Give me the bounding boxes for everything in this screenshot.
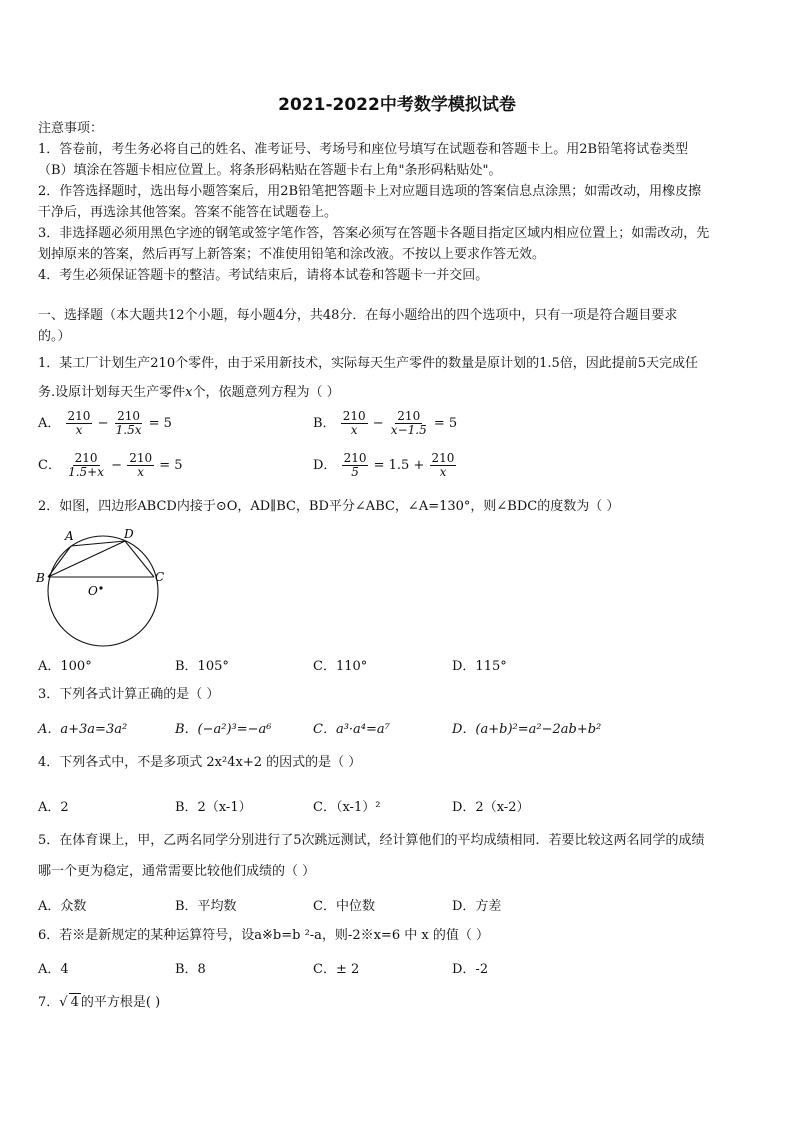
q1-text-end: 个，依题意列方程为（ ）: [192, 385, 340, 400]
q2-option-c[interactable]: C．110°: [313, 659, 368, 674]
question-5-stem-cont: 哪一个更为稳定，通常需要比较他们成绩的（ ）: [38, 864, 316, 879]
fraction: [66, 410, 93, 437]
numerator: 210: [67, 409, 91, 423]
notice-heading: 注意事项：: [38, 121, 104, 136]
notice-line: 干净后，再选涂其他答案。答案不能答在试题卷上。: [38, 205, 338, 220]
operator: −: [372, 416, 384, 431]
fraction: [127, 452, 154, 479]
fraction: [341, 410, 368, 437]
rhs: = 1.5 +: [373, 458, 425, 473]
q4-option-b[interactable]: B．2（x-1）: [175, 800, 252, 815]
denominator: x−1.5: [390, 423, 427, 437]
operator: −: [111, 458, 123, 473]
denominator: x: [75, 423, 83, 437]
circle-figure: [32, 525, 177, 655]
question-5-stem: 5．在体育课上，甲，乙两名同学分别进行了5次跳远测试，经计算他们的平均成绩相同．若要比较这两名同学的成绩: [38, 833, 705, 848]
label-a: A: [65, 529, 74, 543]
fraction: [430, 452, 457, 479]
rhs: = 5: [433, 416, 458, 431]
q1-option-b[interactable]: [313, 410, 457, 437]
notice-line: 1．答卷前，考生务必将自己的姓名、准考证号、考场号和座位号填写在试题卷和答题卡上。用2B铅笔将试卷类型: [38, 142, 689, 157]
numerator: 210: [343, 451, 367, 465]
q2-option-d[interactable]: D．115°: [452, 659, 507, 674]
notice-line: 4．考生必须保证答题卡的整洁。考试结束后，请将本试卷和答题卡一并交回。: [38, 268, 489, 283]
question-6-stem: 6．若※是新规定的某种运算符号，设a※b=b ²-a，则-2※x=6 中 x 的值（ ）: [38, 928, 489, 943]
option-letter: C．: [38, 458, 61, 473]
rhs: = 5: [148, 416, 172, 431]
q6-option-d[interactable]: D．-2: [452, 962, 489, 977]
q3-option-c[interactable]: C．a³·a⁴=a⁷: [313, 722, 390, 737]
option-letter: B．: [313, 416, 336, 431]
fraction: [114, 410, 144, 437]
q1-option-d[interactable]: [313, 452, 457, 479]
numerator: 210: [117, 409, 140, 423]
segment-bd: [48, 541, 125, 577]
q3-option-b[interactable]: B．(−a²)³=−a⁶: [175, 722, 272, 737]
q5-option-a[interactable]: A．众数: [38, 899, 87, 914]
label-o: O: [88, 584, 98, 598]
numerator: 210: [431, 451, 455, 465]
question-7-stem: 7．√ 4 的平方根是( ): [38, 995, 161, 1010]
segment-dc: [125, 541, 154, 577]
denominator: x: [137, 465, 145, 479]
q3-option-d[interactable]: D．(a+b)²=a²−2ab+b²: [452, 722, 602, 737]
label-d: D: [124, 527, 134, 541]
denominator: 1.5+x: [68, 465, 104, 479]
numerator: 210: [342, 409, 366, 423]
denominator: 1.5x: [115, 423, 142, 437]
q1-text: 务.设原计划每天生产零件: [38, 385, 186, 400]
q2-option-b[interactable]: B．105°: [175, 659, 229, 674]
page-title: 2021-2022中考数学模拟试卷: [278, 95, 516, 115]
section-heading: 一、选择题（本大题共12个小题，每小题4分，共48分．在每小题给出的四个选项中，只有一项是符合题目要求: [38, 308, 678, 323]
question-1-stem-cont: [38, 384, 340, 402]
fraction: [389, 410, 429, 437]
numerator: 210: [129, 451, 153, 465]
label-c: C: [155, 570, 165, 584]
q1-option-a[interactable]: [38, 410, 172, 437]
numerator: 210: [74, 451, 98, 465]
segment-ab: [48, 546, 71, 577]
notice-line: （B）填涂在答题卡相应位置上。将条形码粘贴在答题卡右上角"条形码粘贴处"。: [38, 163, 502, 178]
q5-option-c[interactable]: C．中位数: [313, 899, 375, 914]
fraction: [342, 452, 369, 479]
circle-o: [48, 536, 158, 646]
q6-option-b[interactable]: B．8: [175, 962, 206, 977]
q7-number: 7．: [38, 995, 60, 1010]
q6-option-a[interactable]: A．4: [38, 962, 69, 977]
notice-line: 2．作答选择题时，选出每小题答案后，用2B铅笔把答题卡上对应题目选项的答案信息点涂黑；如需改动，用橡皮擦: [38, 184, 702, 199]
notice-line: 划掉原来的答案，然后再写上新答案；不准使用铅笔和涂改液。不按以上要求作答无效。: [38, 247, 546, 262]
q4-option-c[interactable]: C．（x-1）²: [313, 800, 381, 815]
q2-option-a[interactable]: A．100°: [38, 659, 92, 674]
denominator: x: [439, 465, 447, 479]
rhs: = 5: [159, 458, 183, 473]
q7-text: 的平方根是( ): [80, 995, 161, 1010]
q3-option-a[interactable]: A．a+3a=3a²: [38, 722, 128, 737]
operator: −: [97, 416, 109, 431]
notice-line: 3．非选择题必须用黑色字迹的钢笔或签字笔作答，答案必须写在答题卡各题目指定区域内相应位置上；如需改动，先: [38, 226, 710, 241]
fraction: [66, 452, 106, 479]
q5-option-d[interactable]: D．方差: [452, 899, 502, 914]
question-3-stem: 3．下列各式计算正确的是（ ）: [38, 687, 220, 702]
numerator: 210: [397, 409, 421, 423]
section-heading-cont: 的。）: [38, 329, 71, 344]
denominator: 5: [351, 465, 359, 479]
q1-option-c[interactable]: [38, 452, 183, 479]
center-point: [99, 586, 102, 589]
question-1-stem: 1．某工厂计划生产210个零件，由于采用新技术，实际每天生产零件的数量是原计划的1.5倍，因此提前5天完成任: [38, 356, 699, 371]
q4-option-d[interactable]: D．2（x-2）: [452, 800, 530, 815]
label-b: B: [36, 571, 45, 585]
denominator: x: [350, 423, 358, 437]
q5-option-b[interactable]: B．平均数: [175, 899, 237, 914]
q4-option-a[interactable]: A．2: [38, 800, 69, 815]
q6-option-c[interactable]: C．± 2: [313, 962, 360, 977]
question-2-stem: 2．如图，四边形ABCD内接于⊙O，AD∥BC，BD平分∠ABC，∠A=130°，则∠BDC的度数为（ ）: [38, 499, 620, 514]
q1-var: x: [185, 385, 193, 400]
question-4-stem: 4．下列各式中，不是多项式 2x²4x+2 的因式的是（ ）: [38, 755, 362, 770]
option-letter: A．: [38, 416, 61, 431]
option-letter: D．: [313, 458, 337, 473]
q7-radicand: 4: [70, 995, 79, 1010]
